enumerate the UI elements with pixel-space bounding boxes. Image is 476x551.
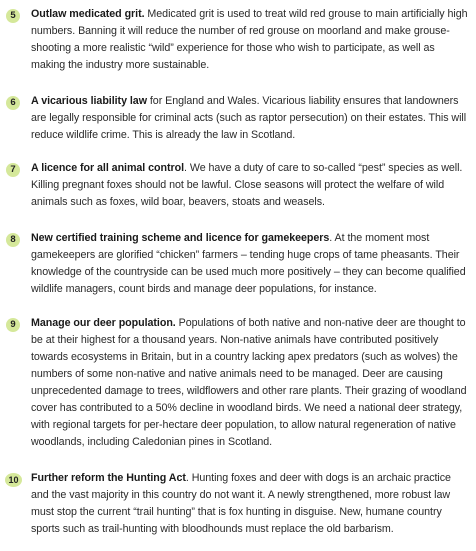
- item-number-badge: 9: [6, 318, 20, 332]
- item-body: for England and Wales. Vicarious liability ensures that landowners are legally responsible for criminal acts (such as raptor persecution) on their estates. This will reduce wildlife crime. This is already the law in Scotland.: [31, 95, 467, 141]
- item-number-badge: 10: [5, 473, 22, 487]
- item-title: New certified training scheme and licence for gamekeepers: [31, 232, 330, 244]
- item-title: Further reform the Hunting Act: [31, 472, 186, 484]
- item-number-badge: 5: [6, 9, 20, 23]
- item-title: Manage our deer population.: [31, 317, 176, 329]
- item-text: [31, 160, 468, 211]
- item-body: Medicated grit is used to treat wild red grouse to main artificially high numbers. Banning it will reduce the number of red grouse on moorland and make grouse-shooting a more realistic “wild” experience for those who wish to participate, as well as making the industry more sustainable.: [31, 8, 468, 71]
- item-number-badge: 8: [6, 233, 20, 247]
- item-text: [31, 315, 468, 451]
- item-title: A licence for all animal control: [31, 162, 185, 174]
- item-body: . We have a duty of care to so-called “pest” species as well. Killing pregnant foxes should not be lawful. Close seasons will protect the welfare of wild animals such as foxes, wild boar, beavers, stoats and weasels.: [31, 162, 463, 208]
- item-body: . Hunting foxes and deer with dogs is an archaic practice and the vast majority in this country do not want it. A newly strengthened, more robust law must stop the current “trail hunting” that is fox hunting in disguise. New, humane country sports such as trail-hunting with bloodhounds must replace the old barbarism.: [31, 472, 451, 535]
- item-body: Populations of both native and non-native deer are thought to be at their highest for a thousand years. Non-native animals have contributed positively towards ecosystems in Britain, but in a country lacking apex predators (such as wolves) the numbers of some non-native and native animals need to be managed. Deer are causing unprecedented damage to trees, wildflowers and other rare plants. Their grazing of woodland cover has contributed to a 50% decline in woodland birds. We need a national deer strategy, with regional targets for per-hectare deer population, to allow natural regeneration of native woodlands, including Caledonian pines in Scotland.: [31, 317, 467, 448]
- item-title: A vicarious liability law: [31, 95, 147, 107]
- item-text: [31, 93, 468, 144]
- item-body: . At the moment most gamekeepers are glorified “chicken” farmers – tending huge crops of tame pheasants. Their knowledge of the countryside can be used much more positively – they can become qualified wildlife managers, count birds and manage deer populations, for instance.: [31, 232, 466, 295]
- item-text: [31, 6, 468, 74]
- item-number-badge: 7: [6, 163, 20, 177]
- item-text: [31, 230, 468, 298]
- item-text: [31, 470, 468, 538]
- item-number-badge: 6: [6, 96, 20, 110]
- item-title: Outlaw medicated grit.: [31, 8, 145, 20]
